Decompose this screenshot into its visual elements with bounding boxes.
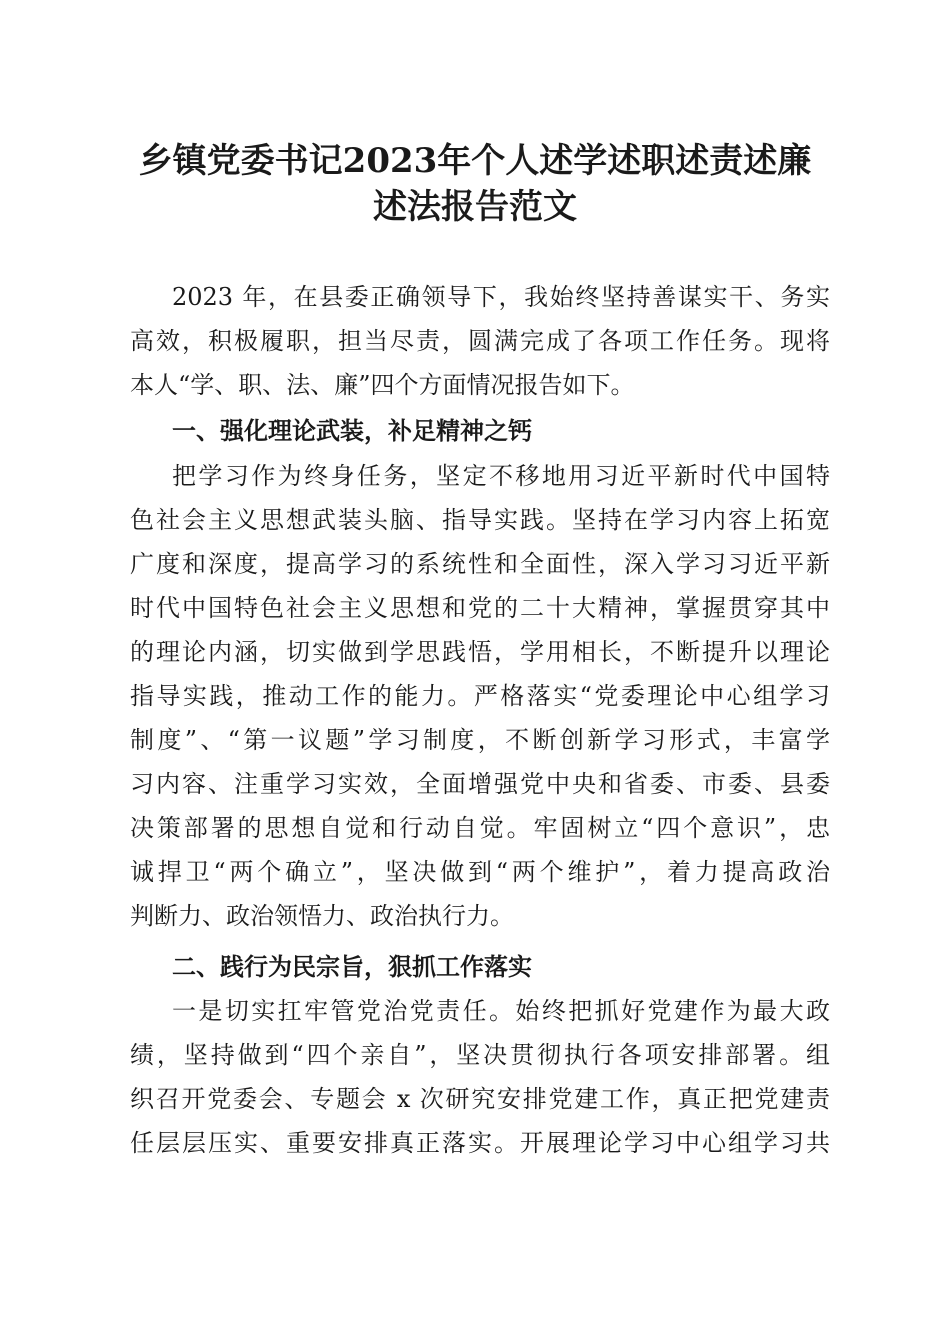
paragraph-line: 决策部署的思想自觉和行动自觉。牢固树立“四个意识”，忠 [130,814,830,842]
paragraph-line: 时代中国特色社会主义思想和党的二十大精神，掌握贯穿其中 [130,594,830,622]
paragraph-line: 高效，积极履职，担当尽责，圆满完成了各项工作任务。现将 [130,327,830,355]
section-heading-1: 一、强化理论武装，补足精神之钙 [172,417,532,445]
paragraph-line: 绩，坚持做到“四个亲自”，坚决贯彻执行各项安排部署。组 [130,1041,830,1069]
paragraph-line: 制度”、“第一议题”学习制度，不断创新学习形式，丰富学 [130,726,830,754]
paragraph-line: 指导实践，推动工作的能力。严格落实“党委理论中心组学习 [130,682,830,710]
paragraph-line: 任层层压实、重要安排真正落实。开展理论学习中心组学习共 [130,1129,830,1157]
paragraph-line: 2023 年，在县委正确领导下，我始终坚持善谋实干、务实 [172,283,830,311]
document-title-line-2: 述法报告范文 [373,187,577,227]
paragraph-line: 广度和深度，提高学习的系统性和全面性，深入学习习近平新 [130,550,830,578]
paragraph-line: 判断力、政治领悟力、政治执行力。 [130,902,514,930]
paragraph-line: 一是切实扛牢管党治党责任。始终把抓好党建作为最大政 [172,997,830,1025]
section-heading-2: 二、践行为民宗旨，狠抓工作落实 [172,953,532,981]
paragraph-line: 诚捍卫“两个确立”，坚决做到“两个维护”，着力提高政治 [130,858,830,886]
paragraph-line: 的理论内涵，切实做到学思践悟，学用相长，不断提升以理论 [130,638,830,666]
paragraph-line: 本人“学、职、法、廉”四个方面情况报告如下。 [130,371,635,399]
paragraph-line: 色社会主义思想武装头脑、指导实践。坚持在学习内容上拓宽 [130,506,830,534]
document-title-line-1: 乡镇党委书记2023年个人述学述职述责述廉 [138,141,812,181]
paragraph-line: 习内容、注重学习实效，全面增强党中央和省委、市委、县委 [130,770,830,798]
paragraph-line: 把学习作为终身任务，坚定不移地用习近平新时代中国特 [172,462,830,490]
paragraph-line: 织召开党委会、专题会 x 次研究安排党建工作，真正把党建责 [130,1085,830,1113]
